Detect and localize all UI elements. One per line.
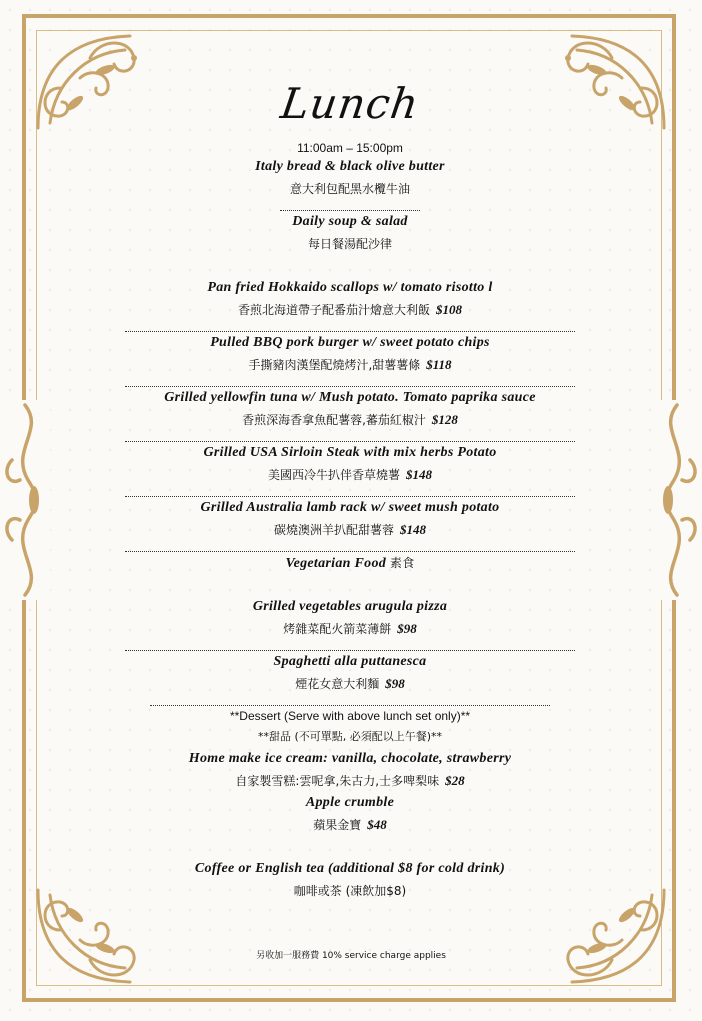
drinks-zh: 咖啡或茶 (凍飲加$8) [293,884,407,898]
dessert-icecream-zh: 自家製雪糕:雲呢拿,朱古力,士多啤梨味 $28 [235,773,465,788]
divider [125,321,575,332]
main-burger-en: Pulled BBQ pork burger w/ sweet potato chips [210,335,490,350]
side-scroll-left-icon [0,400,50,600]
price: $148 [406,467,432,482]
veg-spaghetti-en: Spaghetti alla puttanesca [273,654,427,669]
main-lamb-en: Grilled Australia lamb rack w/ sweet mush potato [200,500,500,515]
dessert-heading-zh: **甜品 (不可單點, 必須配以上午餐)** [257,730,443,743]
starter-soup-en: Daily soup & salad [292,214,408,229]
divider [150,695,550,706]
dessert-crumble-en: Apple crumble [305,795,395,810]
side-scroll-right-icon [652,400,702,600]
veg-pizza-en: Grilled vegetables arugula pizza [252,599,448,614]
main-tuna-en: Grilled yellowfin tuna w/ Mush potato. Tomato paprika sauce [164,390,536,405]
price: $98 [385,676,405,691]
divider [125,376,575,387]
main-steak-en: Grilled USA Sirloin Steak with mix herbs Potato [203,445,497,460]
main-tuna-zh: 香煎深海香拿魚配薯蓉,蕃茄紅椒汁 $128 [242,412,458,427]
main-scallops-zh: 香煎北海道帶子配番茄汁燴意大利飯 $108 [237,302,462,317]
starter-bread-zh: 意大利包配黑水欖牛油 [289,182,410,196]
veg-pizza-zh: 烤雜菜配火箭菜薄餅 $98 [283,621,417,636]
lunch-hours: 11:00am – 15:00pm [297,141,403,155]
price: $28 [445,773,465,788]
service-charge-note: 另收加一服務費 10% service charge applies [256,951,446,961]
divider [125,431,575,442]
dessert-icecream-en: Home make ice cream: vanilla, chocolate, strawberry [188,751,512,766]
starter-bread-en: Italy bread & black olive butter [255,159,445,174]
price: $98 [397,621,417,636]
price: $148 [400,522,426,537]
vegetarian-heading: Vegetarian Food 素食 [285,556,415,571]
starter-soup-zh: 每日餐湯配沙律 [307,237,392,251]
divider [125,541,575,552]
main-scallops-en: Pan fried Hokkaido scallops w/ tomato risotto l [207,280,493,295]
divider [280,200,420,211]
divider [125,640,575,651]
price: $48 [367,817,387,832]
main-lamb-zh: 碳燒澳洲羊扒配甜薯蓉 $148 [273,522,426,537]
veg-spaghetti-zh: 煙花女意大利麵 $98 [295,676,405,691]
price: $128 [431,412,458,427]
dessert-heading-en: **Dessert (Serve with above lunch set only)** [229,709,471,723]
divider [125,486,575,497]
dessert-crumble-zh: 蘋果金寶 $48 [313,817,387,832]
price: $108 [436,302,462,317]
price: $118 [426,357,452,372]
drinks-en: Coffee or English tea (additional $8 for cold drink) [194,861,506,876]
main-burger-zh: 手撕豬肉漢堡配燒烤汁,甜薯薯條 $118 [248,357,452,372]
main-steak-zh: 美國西冷牛扒伴香草燒薯 $148 [267,467,432,482]
menu-content [100,70,600,902]
page-title: Lunch [277,79,423,128]
